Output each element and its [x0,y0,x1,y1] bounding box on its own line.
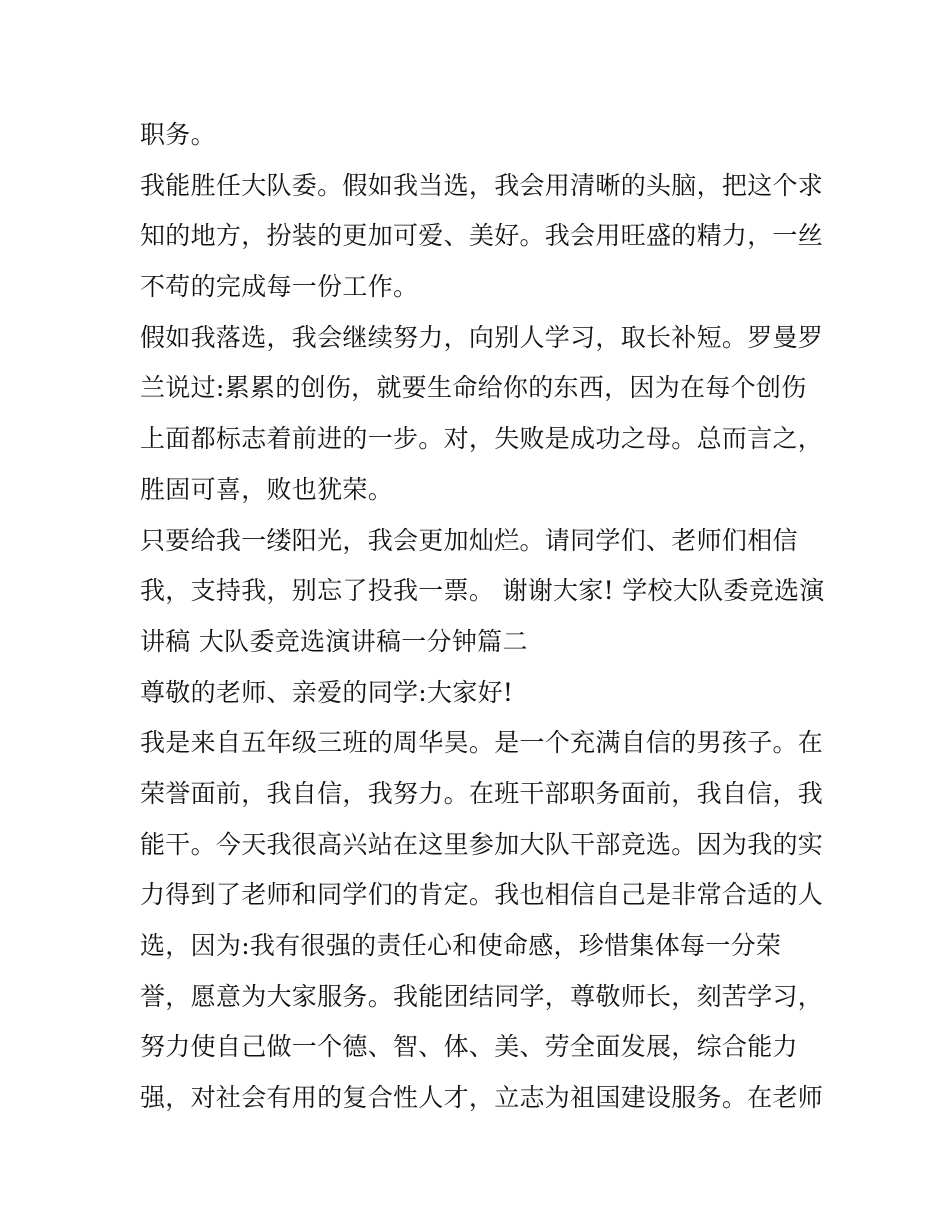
text-line: 不苟的完成每一份工作。 [140,272,419,302]
text-line: 我能胜任大队委。假如我当选，我会用清晰的头脑，把这个求 [140,170,824,200]
text-line: 讲稿 大队委竞选演讲稿一分钟篇二 [140,626,528,656]
text-line: 能干。今天我很高兴站在这里参加大队干部竞选。因为我的实 [140,829,824,859]
text-line: 只要给我一缕阳光，我会更加灿烂。请同学们、老师们相信 [140,525,798,555]
text-line: 假如我落选，我会继续努力，向别人学习，取长补短。罗曼罗 [140,322,824,352]
text-line: 上面都标志着前进的一步。对，失败是成功之母。总而言之， [140,424,824,454]
text-line: 兰说过:累累的创伤，就要生命给你的东西，因为在每个创伤 [140,373,807,403]
text-line: 职务。 [140,120,216,149]
text-line: 强，对社会有用的复合性人才，立志为祖国建设服务。在老师 [140,1083,824,1113]
text-line: 我是来自五年级三班的周华昊。是一个充满自信的男孩子。在 [140,728,824,758]
text-line: 誉，愿意为大家服务。我能团结同学，尊敬师长，刻苦学习， [140,981,824,1011]
text-line: 力得到了老师和同学们的肯定。我也相信自己是非常合适的人 [140,880,824,910]
document-body [140,110,825,1124]
text-line: 努力使自己做一个德、智、体、美、劳全面发展，综合能力 [140,1032,798,1062]
text-line: 荣誉面前，我自信，我努力。在班干部职务面前，我自信，我 [140,778,824,808]
text-line: 尊敬的老师、亲爱的同学:大家好! [140,677,514,707]
text-line: 知的地方，扮装的更加可爱、美好。我会用旺盛的精力，一丝 [140,221,824,251]
text-line: 胜固可喜，败也犹荣。 [140,474,394,504]
text-line: 选，因为:我有很强的责任心和使命感，珍惜集体每一分荣 [140,931,782,960]
text-line: 我，支持我，别忘了投我一票。 谢谢大家! 学校大队委竞选演 [140,576,825,606]
